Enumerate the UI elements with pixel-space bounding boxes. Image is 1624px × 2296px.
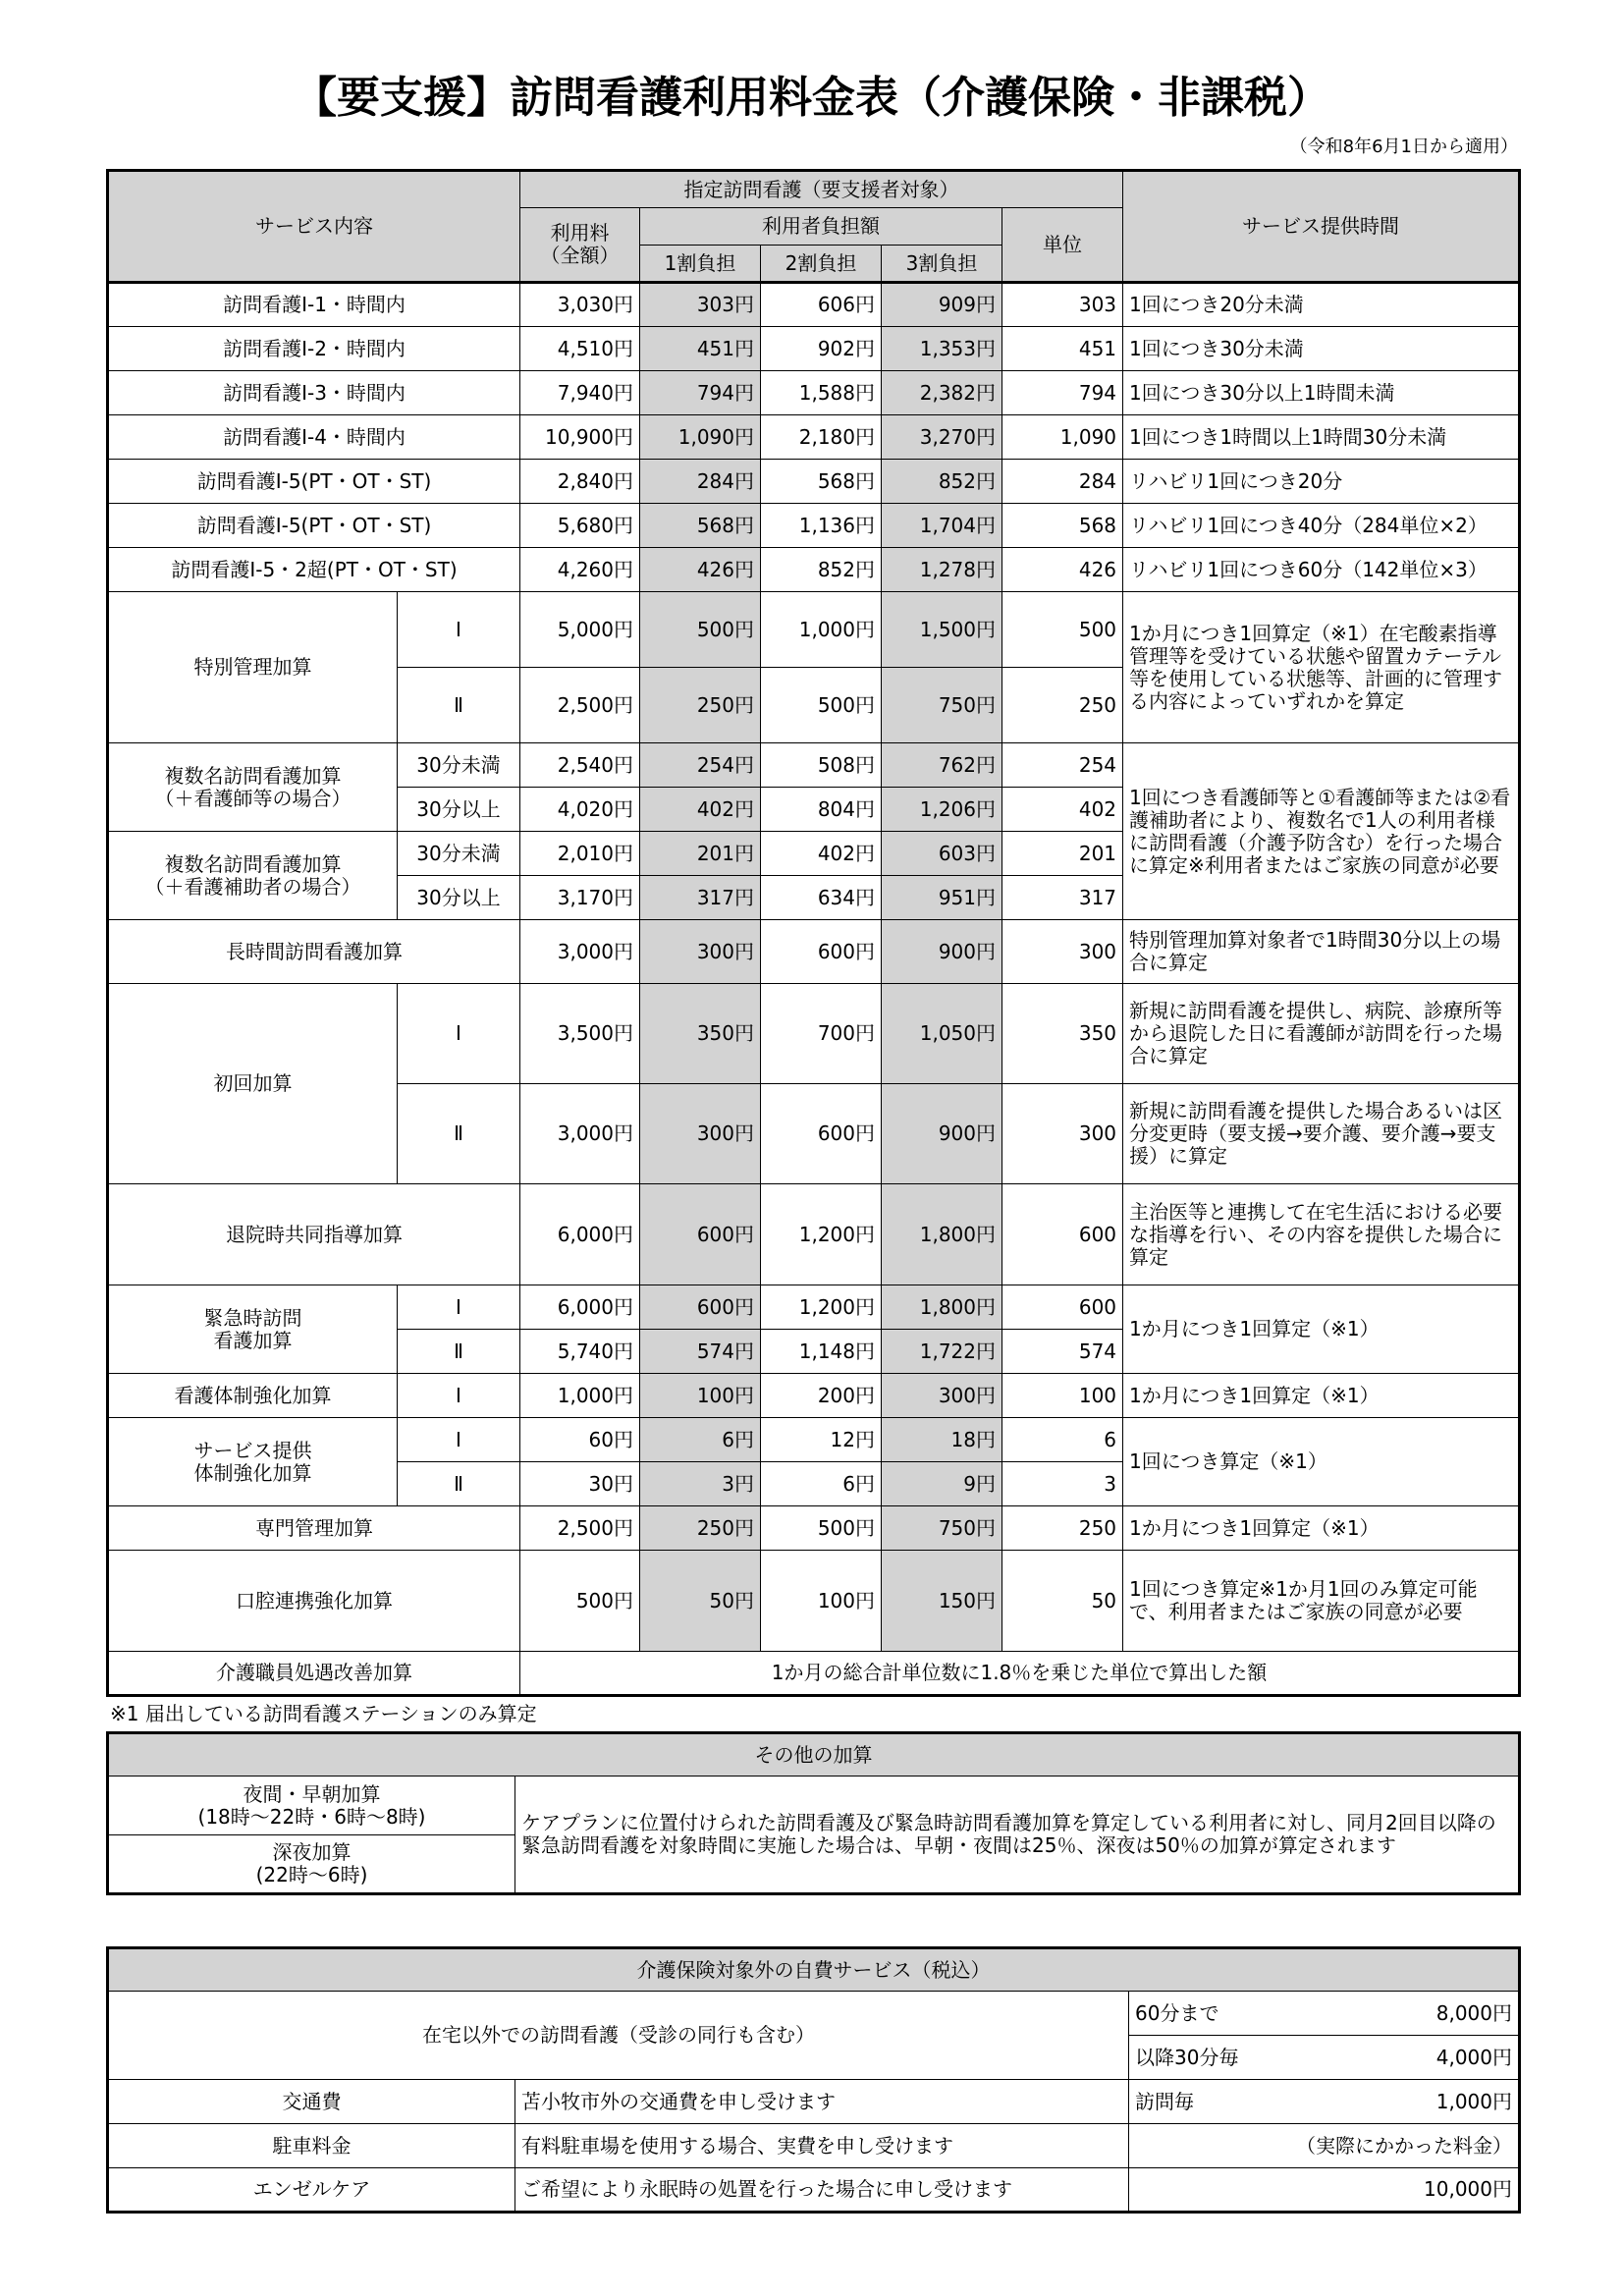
header-b3: 3割負担 bbox=[882, 246, 1002, 283]
header-burden: 利用者負担額 bbox=[640, 208, 1002, 246]
page-title: 【要支援】訪問看護利用料金表（介護保険・非課税） bbox=[294, 73, 1330, 123]
table-row: エンゼルケア ご希望により永眠時の処置を行った場合に申し受けます 10,000円 bbox=[108, 2168, 1520, 2213]
table-row: 複数名訪問看護加算 （＋看護補助者の場合） 30分未満 2,010円 201円 402円 603円 201 bbox=[108, 832, 1520, 876]
header-designated: 指定訪問看護（要支援者対象） bbox=[520, 171, 1123, 208]
footnote: ※1 届出している訪問看護ステーションのみ算定 bbox=[110, 1702, 537, 1725]
table-row: 看護体制強化加算 Ⅰ 1,000円 100円 200円 300円 100 1か月につき1回算定（※1） bbox=[108, 1374, 1520, 1418]
header-b2: 2割負担 bbox=[761, 246, 882, 283]
table-row: Ⅱ 30円 3円 6円 9円 3 bbox=[108, 1462, 1520, 1506]
table-row: 駐車料金 有料駐車場を使用する場合、実費を申し受けます （実際にかかった料金） bbox=[108, 2124, 1520, 2168]
effective-date: （令和8年6月1日から適用） bbox=[1289, 137, 1518, 157]
table-row: 退院時共同指導加算 6,000円 600円 1,200円 1,800円 600 主治医等と連携して在宅生活における必要な指導を行い、その内容を提供した場合に算定 bbox=[108, 1184, 1520, 1285]
table-row: 特別管理加算 Ⅰ 5,000円 500円 1,000円 1,500円 500 1か月につき1回算定（※1）在宅酸素指導管理等を受けている状態や留置カテーテル等を使用している状態等、計画的に管理する内容によっていずれかを算定 bbox=[108, 592, 1520, 668]
header-service: サービス内容 bbox=[108, 171, 520, 283]
table-row: 以降30分毎 4,000円 bbox=[108, 2036, 1520, 2080]
table-row: 訪問看護Ⅰ-1・時間内 3,030円 303円 606円 909円 303 1回につき20分未満 bbox=[108, 283, 1520, 327]
self-pay-header: 介護保険対象外の自費サービス（税込） bbox=[108, 1948, 1520, 1992]
table-row: 深夜加算 (22時～6時) bbox=[108, 1835, 1520, 1894]
self-pay-table bbox=[106, 1946, 1521, 2214]
table-row: 長時間訪問看護加算 3,000円 300円 600円 900円 300 特別管理加算対象者で1時間30分以上の場合に算定 bbox=[108, 920, 1520, 984]
table-row: 訪問看護Ⅰ-5(PT・OT・ST) 2,840円 284円 568円 852円 284 リハビリ1回につき20分 bbox=[108, 460, 1520, 504]
table-row: 訪問看護Ⅰ-5・2超(PT・OT・ST) 4,260円 426円 852円 1,278円 426 リハビリ1回につき60分（142単位×3） bbox=[108, 548, 1520, 592]
table-row: 交通費 苫小牧市外の交通費を申し受けます 訪問毎 1,000円 bbox=[108, 2080, 1520, 2124]
other-header: その他の加算 bbox=[108, 1733, 1520, 1777]
table-row: 在宅以外での訪問看護（受診の同行も含む） 60分まで 8,000円 bbox=[108, 1992, 1520, 2036]
table-row: 専門管理加算 2,500円 250円 500円 750円 250 1か月につき1回算定（※1） bbox=[108, 1506, 1520, 1551]
table-row: サービス提供 体制強化加算 Ⅰ 60円 6円 12円 18円 6 1回につき算定（※1） bbox=[108, 1418, 1520, 1462]
header-unit: 単位 bbox=[1002, 208, 1123, 283]
table-row: 30分以上 3,170円 317円 634円 951円 317 bbox=[108, 876, 1520, 920]
table-row: 訪問看護Ⅰ-3・時間内 7,940円 794円 1,588円 2,382円 794 1回につき30分以上1時間未満 bbox=[108, 371, 1520, 415]
table-row: 訪問看護Ⅰ-5(PT・OT・ST) 5,680円 568円 1,136円 1,704円 568 リハビリ1回につき40分（284単位×2） bbox=[108, 504, 1520, 548]
table-row: 初回加算 Ⅰ 3,500円 350円 700円 1,050円 350 新規に訪問看護を提供し、病院、診療所等から退院した日に看護師が訪問を行った場合に算定 bbox=[108, 984, 1520, 1084]
header-fee: 利用料 （全額） bbox=[520, 208, 640, 283]
header-b1: 1割負担 bbox=[640, 246, 761, 283]
table-row: Ⅱ 3,000円 300円 600円 900円 300 新規に訪問看護を提供した場合あるいは区分変更時（要支援→要介護、要介護→要支援）に算定 bbox=[108, 1084, 1520, 1184]
fee-table bbox=[106, 169, 1521, 1697]
table-row: 緊急時訪問 看護加算 Ⅰ 6,000円 600円 1,200円 1,800円 600 1か月につき1回算定（※1） bbox=[108, 1285, 1520, 1330]
table-row: 訪問看護Ⅰ-2・時間内 4,510円 451円 902円 1,353円 451 1回につき30分未満 bbox=[108, 327, 1520, 371]
table-row: Ⅱ 2,500円 250円 500円 750円 250 bbox=[108, 668, 1520, 743]
table-row: 口腔連携強化加算 500円 50円 100円 150円 50 1回につき算定※1か月1回のみ算定可能で、利用者またはご家族の同意が必要 bbox=[108, 1551, 1520, 1652]
other-additions-table bbox=[106, 1731, 1521, 1895]
table-row: 30分以上 4,020円 402円 804円 1,206円 402 bbox=[108, 788, 1520, 832]
table-row: 介護職員処遇改善加算 1か月の総合計単位数に1.8％を乗じた単位で算出した額 bbox=[108, 1652, 1520, 1696]
header-time: サービス提供時間 bbox=[1123, 171, 1520, 283]
table-row: Ⅱ 5,740円 574円 1,148円 1,722円 574 bbox=[108, 1330, 1520, 1374]
table-row: 複数名訪問看護加算 （＋看護師等の場合） 30分未満 2,540円 254円 508円 762円 254 1回につき看護師等と①看護師等または②看護補助者により、複数名で1人の利用者様に訪問看護（介護予防含む）を行った場合に算定※利用者またはご家族の同意が必要 bbox=[108, 743, 1520, 788]
table-row: 訪問看護Ⅰ-4・時間内 10,900円 1,090円 2,180円 3,270円 1,090 1回につき1時間以上1時間30分未満 bbox=[108, 415, 1520, 460]
table-row: 夜間・早朝加算 (18時～22時・6時～8時) ケアプランに位置付けられた訪問看護及び緊急時訪問看護加算を算定している利用者に対し、同月2回目以降の緊急訪問看護を対象時間に実施した場合は、早朝・夜間は25％、深夜は50％の加算が算定されます bbox=[108, 1777, 1520, 1835]
